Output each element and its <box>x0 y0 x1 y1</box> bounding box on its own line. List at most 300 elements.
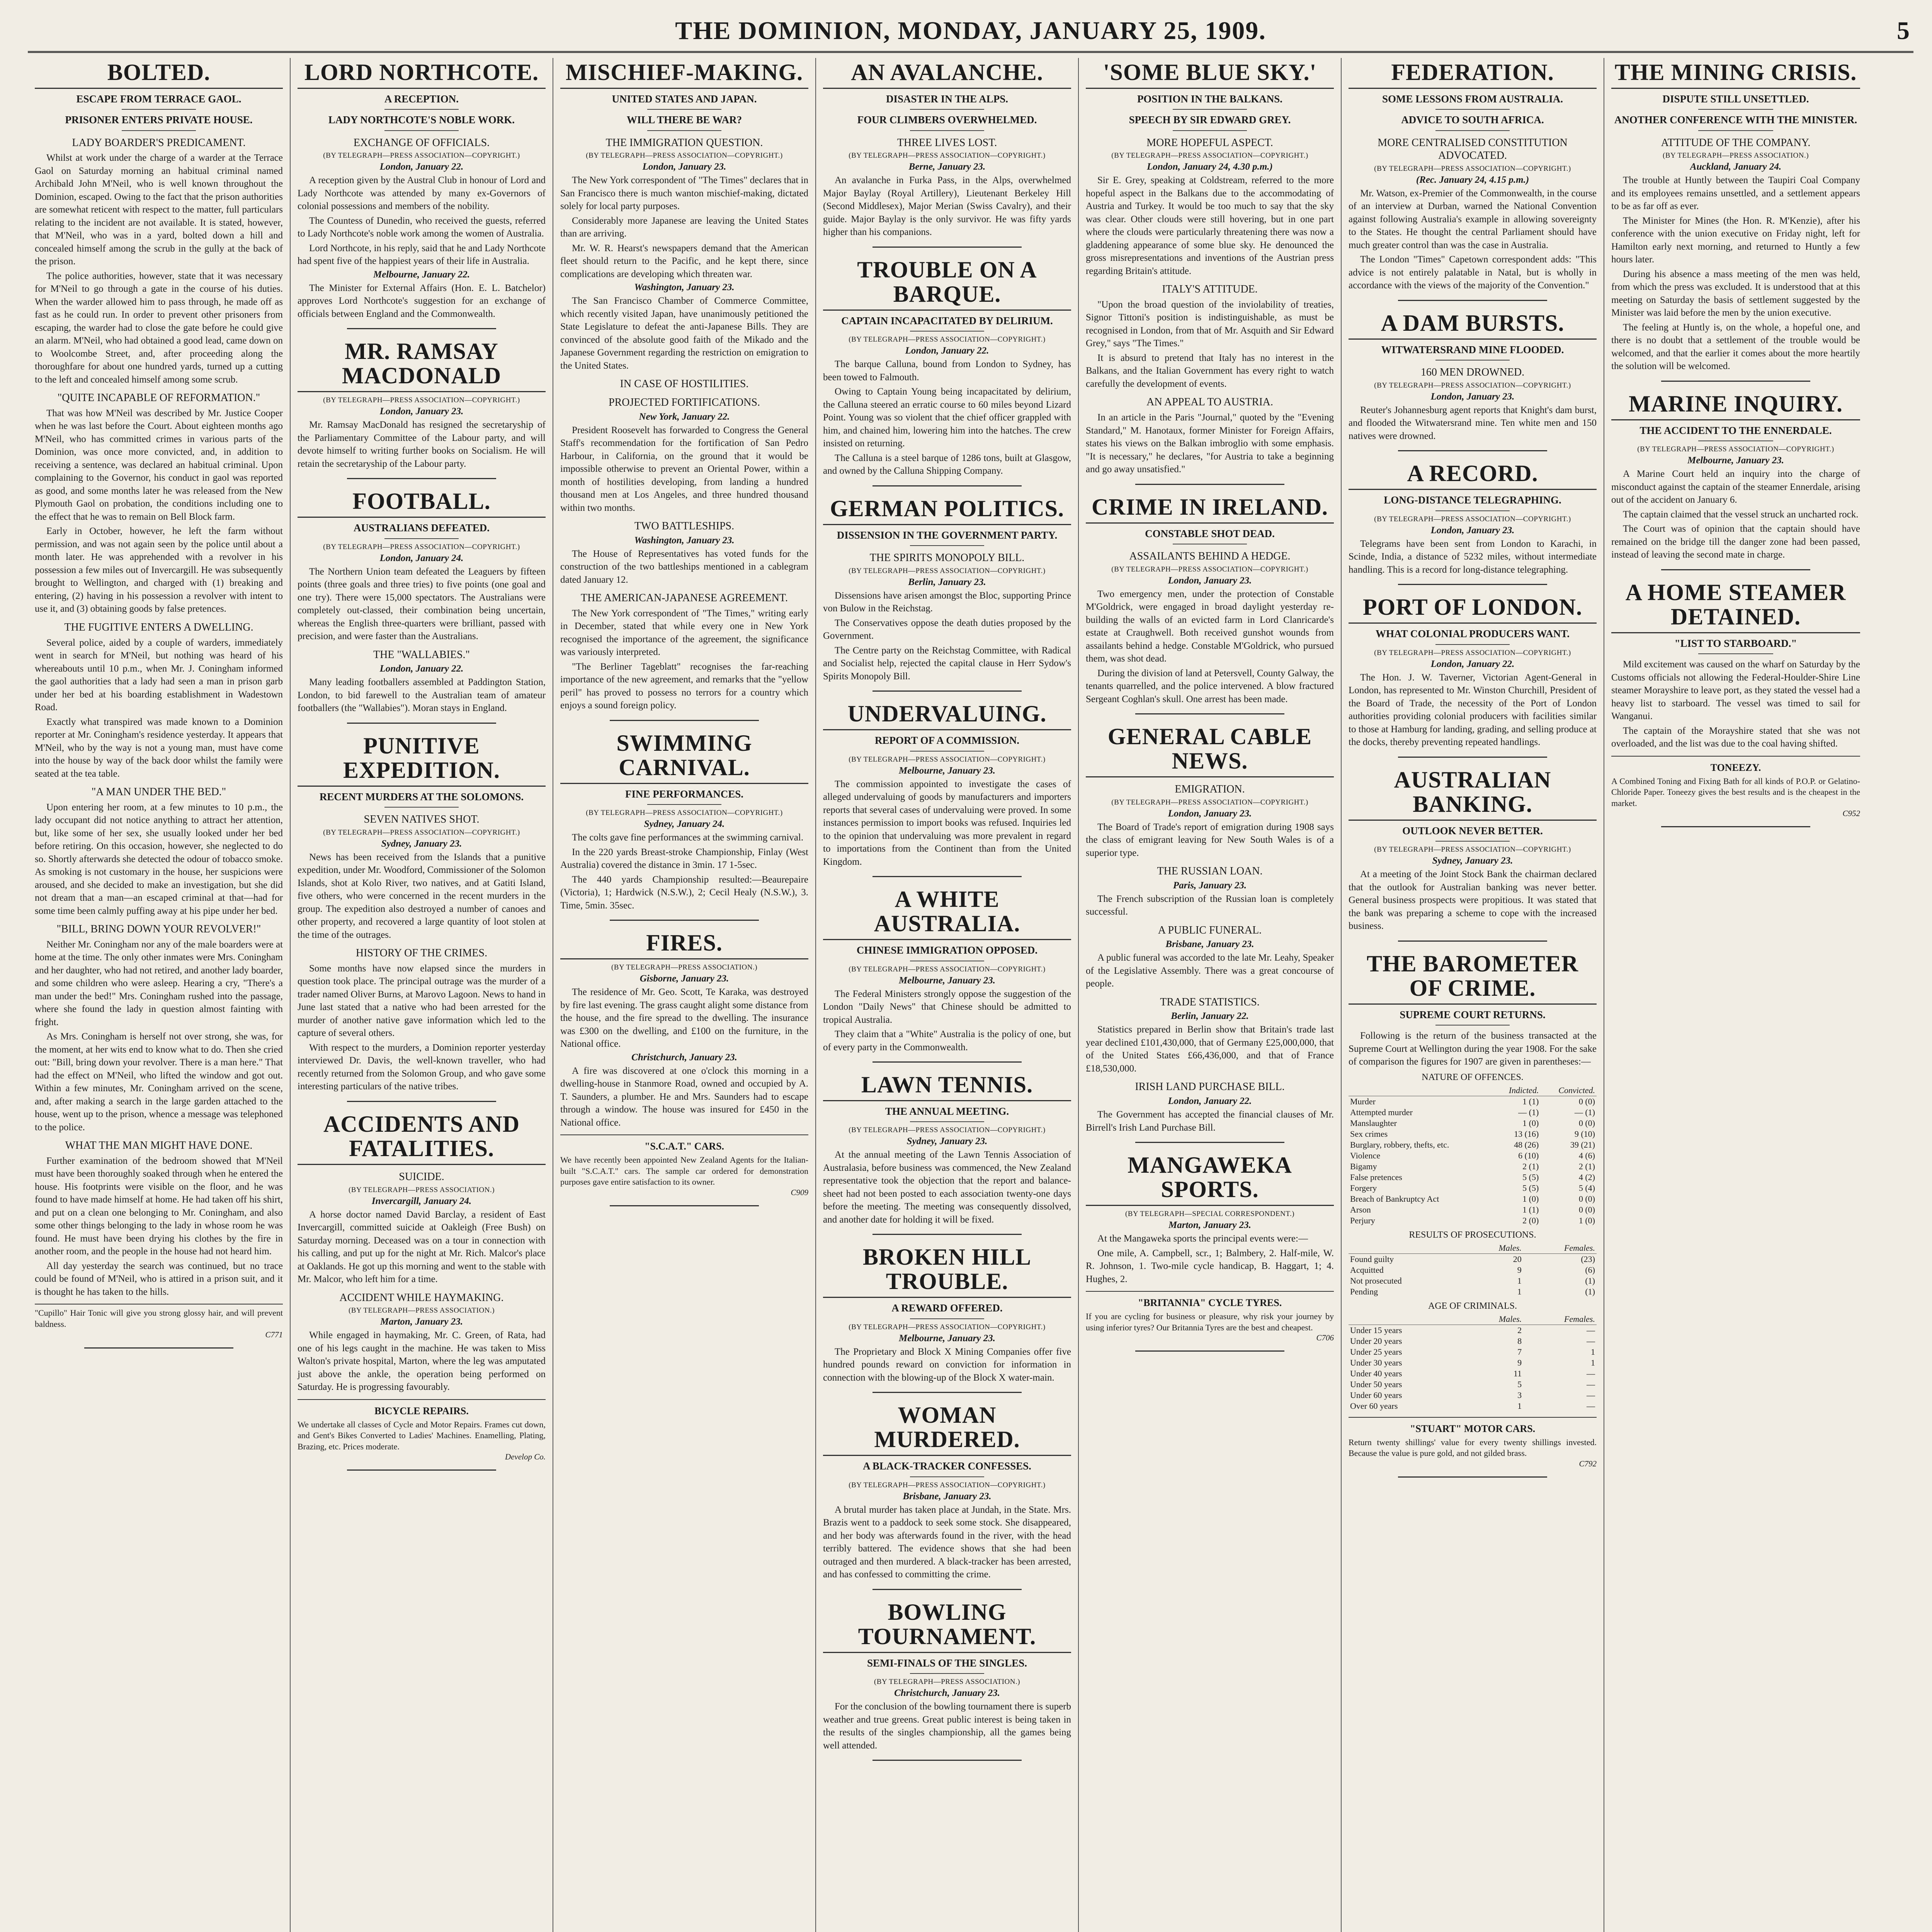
deck-line: A BLACK-TRACKER CONFESSES. <box>863 1460 1031 1472</box>
headline: BOLTED. <box>35 60 283 89</box>
table-cell: 3 <box>1517 1390 1522 1400</box>
table-cell: 20 <box>1513 1254 1522 1264</box>
body-paragraph: The Centre party on the Reichstag Committee, with Radical and Socialist help, rejected the capital clause in Herr Sydow's Spirits Monopoly Bill. <box>823 645 1071 682</box>
headline: LAWN TENNIS. <box>823 1073 1071 1101</box>
advert-text: We have recently been appointed New Zealand Agents for the Italian-built "S.C.A.T." cars. The sample car ordered for demonstration purposes gave entire satisfaction to its owner. <box>560 1155 808 1187</box>
table-cell: 11 <box>1513 1368 1522 1378</box>
dateline: Sydney, January 23. <box>1432 855 1513 866</box>
column-1 <box>28 58 291 1932</box>
wire-credit: (BY TELEGRAPH—PRESS ASSOCIATION—COPYRIGHT.) <box>323 151 520 160</box>
wire-credit: (BY TELEGRAPH—PRESS ASSOCIATION—COPYRIGHT.) <box>1111 798 1308 806</box>
table-cell: Not prosecuted <box>1350 1276 1402 1286</box>
body-paragraph: While engaged in haymaking, Mr. C. Green, of Rata, had one of his legs caught in the machine. He was taken to Miss Walton's private hospital, Marton, where the leg was amputated just above the ankle, the operation being performed on Saturday. He is progressing favourably. <box>298 1330 546 1393</box>
dateline: Washington, January 23. <box>634 282 735 293</box>
table-row <box>1349 1194 1597 1204</box>
table-cell: 1 <box>1591 1357 1595 1367</box>
dateline: Sydney, January 23. <box>381 838 462 849</box>
wire-credit: (BY TELEGRAPH—PRESS ASSOCIATION—COPYRIGHT.) <box>849 151 1046 160</box>
table-cell: (23) <box>1581 1254 1595 1264</box>
dateline: London, January 23. <box>1168 808 1252 819</box>
subheading: ACCIDENT WHILE HAYMAKING. <box>339 1291 504 1304</box>
body-paragraph: Mr. Ramsay MacDonald has resigned the secretaryship of the Parliamentary Committee of the Labour party, and will devote himself to writing further books on Socialism. He will retain the secretaryship of the Labour party. <box>298 420 546 469</box>
table-row <box>1349 1276 1597 1286</box>
body-paragraph: Neither Mr. Coningham nor any of the male boarders were at home at the time. The only other inmates were Mrs. Coningham and her daughter, who had not retired, and another lady boarder, and some children who were asleep. Hearing a cry, "There's a man under the bed!" Mrs. Coningham rushed into the passage, where she found the lady in question almost fainting with fright. <box>35 939 283 1027</box>
deck-rule <box>1698 130 1773 131</box>
article <box>823 1600 1071 1761</box>
deck-line: CHINESE IMMIGRATION OPPOSED. <box>856 944 1038 956</box>
table-cell: 0 (0) <box>1578 1096 1595 1106</box>
table-cell: 0 (0) <box>1578 1204 1595 1214</box>
body-paragraph: The colts gave fine performances at the swimming carnival. <box>572 832 804 843</box>
body-paragraph: Exactly what transpired was made known to a Dominion reporter at Mr. Coningham's residence yesterday. It appears that M'Neil, who by the way is not a young man, must have come into the house by way of the back door whilst the family were seated at the tea table. <box>35 716 283 779</box>
table-cell: 6 (10) <box>1518 1150 1539 1160</box>
body-paragraph: Considerably more Japanese are leaving the United States than are arriving. <box>560 215 808 239</box>
table-cell: 5 (4) <box>1578 1183 1595 1193</box>
column-5 <box>1079 58 1342 1932</box>
table-cell: 2 <box>1517 1325 1522 1335</box>
body-paragraph: Reuter's Johannesburg agent reports that Knight's dam burst, and flooded the Witwatersrand mine. Ten white men and 150 natives were drowned. <box>1349 405 1597 441</box>
deck-line: THE ACCIDENT TO THE ENNERDALE. <box>1639 424 1832 436</box>
body-paragraph: Upon entering her room, at a few minutes to 10 p.m., the lady occupant did not notice anything to attract her attention, but, like some of her sex, she usually looked under her bed before retiring. On this occasion, however, she neglected to do so. Shortly afterwards she detected the odour of tobacco smoke. As smoking is not customary in the house, her suspicions were aroused, and she decided to make an investigation, but she did not dream that a man—an escaped criminal at that—had for some time been calmly puffing away at his pipe under her bed. <box>35 802 283 916</box>
body-paragraph: Mr. W. R. Hearst's newspapers demand that the American fleet should return to the Pacific, and he kept there, since complications are developing which threaten war. <box>560 243 808 279</box>
wire-credit: (BY TELEGRAPH—PRESS ASSOCIATION.) <box>874 1678 1020 1686</box>
advert-text: "Cupillo" Hair Tonic will give you strong glossy hair, and will prevent baldness. <box>35 1308 283 1329</box>
article <box>1611 392 1860 570</box>
dateline: New York, January 22. <box>639 411 730 422</box>
statistics-table <box>1349 1085 1597 1226</box>
article <box>823 497 1071 692</box>
body-paragraph: They claim that a "White" Australia is the policy of one, but of every party in the Commonwealth. <box>823 1029 1071 1053</box>
subheading: A PUBLIC FUNERAL. <box>1158 924 1262 936</box>
article <box>298 489 546 723</box>
advert-title: "BRITANNIA" CYCLE TYRES. <box>1138 1297 1282 1309</box>
table-title: NATURE OF OFFENCES. <box>1422 1072 1524 1082</box>
deck-rule <box>1435 510 1510 511</box>
dateline: Brisbane, January 23. <box>1165 939 1254 950</box>
subheading: 160 MEN DROWNED. <box>1420 366 1525 379</box>
body-paragraph: The French subscription of the Russian loan is completely successful. <box>1086 893 1334 917</box>
deck-rule <box>384 109 459 110</box>
wire-credit: (BY TELEGRAPH—PRESS ASSOCIATION—COPYRIGHT.) <box>1374 648 1571 657</box>
body-paragraph: One mile, A. Campbell, scr., 1; Balmbery, 2. Half-mile, W. R. Johnson, 1. Two-mile cycle handicap, B. Haggart, 1; 4. Hughes, 2. <box>1086 1248 1334 1284</box>
deck-rule <box>122 130 196 131</box>
dateline: Christchurch, January 23. <box>894 1688 1000 1699</box>
body-paragraph: A brutal murder has taken place at Jundah, in the State. Mrs. Brazis went to a paddock to seek some stock. She disappeared, and her body was afterwards found in the river, with the head terribly battered. The evidence shows that she had been outraged and then murdered. A black-tracker has been arrested, and has confessed to committing the crime. <box>823 1504 1071 1580</box>
dateline: Marton, January 23. <box>380 1316 463 1327</box>
body-paragraph: The 440 yards Championship resulted:—Beaurepaire (Victoria), 1; Hardwick (N.S.W.), 2; Cecil Healy (N.S.W.), 3. Time, 5min. 35sec. <box>560 874 808 911</box>
wire-credit: (BY TELEGRAPH—PRESS ASSOCIATION—COPYRIGHT.) <box>1111 151 1308 160</box>
deck-rule <box>384 538 459 539</box>
body-paragraph: A fire was discovered at one o'clock this morning in a dwelling-house in Stanmore Road, owned and occupied by A. T. Saunders, a plumber. He and Mrs. Saunders had to escape through a window. The house was insured for £450 in the National office. <box>560 1065 808 1128</box>
table-cell: 1 (0) <box>1522 1118 1539 1128</box>
article <box>1349 952 1597 1478</box>
article <box>1349 595 1597 757</box>
advertisement <box>1349 1417 1597 1469</box>
deck-rule <box>1698 440 1773 441</box>
subheading: THE SPIRITS MONOPOLY BILL. <box>869 552 1025 564</box>
wire-credit: (BY TELEGRAPH—PRESS ASSOCIATION—COPYRIGHT.) <box>1374 164 1571 173</box>
body-paragraph: The Hon. J. W. Taverner, Victorian Agent-General in London, has represented to Mr. Winston Churchill, President of the Board of Trade, the necessity of the Port of London authorities providing colonial producers with facilities similar to those at Hamburg for landing, grading, and selling produce at the docks, thereby preventing repeated handlings. <box>1349 672 1597 748</box>
column-3 <box>553 58 816 1932</box>
body-paragraph: A horse doctor named David Barclay, a resident of East Invercargill, committed suicide at Oakleigh (Free Bush) on Saturday morning. Deceased was on a tour in connection with his calling, and put up for the night at Mr. Rich. Malcor's place at Oaklands. He got up this morning and went to the stable with Mr. Malcor, who left him for a time. <box>298 1209 546 1285</box>
table-row <box>1349 1325 1597 1336</box>
advert-code: Develop Co. <box>505 1452 546 1462</box>
body-paragraph: Two emergency men, under the protection of Constable M'Goldrick, were engaged in broad daylight yesterday re-building the walls of an evicted farm in Lord Clanricarde's estate at Craughwell. Both received gunshot wounds from assailants behind a hedge. Constable M'Goldrick, who pursued them, was shot dead. <box>1086 588 1334 664</box>
dateline: Auckland, January 24. <box>1690 162 1782 172</box>
dateline: London, January 23. <box>1430 525 1515 536</box>
body-paragraph: For the conclusion of the bowling tournament there is superb weather and true greens. Great public interest is being taken in the results of the singles championship, all the games being well attended. <box>823 1701 1071 1751</box>
subheading: MORE HOPEFUL ASPECT. <box>1146 136 1273 149</box>
dateline: Melbourne, January 23. <box>1687 455 1784 466</box>
masthead-title: THE DOMINION, MONDAY, JANUARY 25, 1909. <box>675 17 1266 45</box>
subheading: LADY BOARDER'S PREDICAMENT. <box>72 136 246 149</box>
deck-rule <box>910 1673 985 1674</box>
dateline: Gisborne, January 23. <box>639 973 729 984</box>
body-paragraph: Statistics prepared in Berlin show that Britain's trade last year declined £101,430,000, that of Germany £25,000,000, that of the United States £66,436,000, and that of France £18,530,000. <box>1086 1024 1334 1074</box>
article <box>823 258 1071 486</box>
body-paragraph: It is absurd to pretend that Italy has no interest in the Balkans, and the Italian Government has every right to watch carefully the development of events. <box>1086 352 1334 389</box>
article <box>823 1245 1071 1393</box>
deck-line: PRISONER ENTERS PRIVATE HOUSE. <box>65 114 253 126</box>
deck-line: POSITION IN THE BALKANS. <box>1137 93 1283 105</box>
body-paragraph: The Proprietary and Block X Mining Companies offer five hundred pounds reward on conviction for information in connection with the blowing-up of the Block X water-main. <box>823 1346 1071 1383</box>
table-cell: 1 <box>1517 1286 1522 1296</box>
subheading: "A MAN UNDER THE BED." <box>91 786 226 798</box>
table-cell: — <box>1587 1379 1595 1389</box>
table-header <box>1349 1085 1493 1096</box>
deck-rule <box>910 1476 985 1477</box>
headline: TROUBLE ON A BARQUE. <box>823 258 1071 311</box>
table-cell: 4 (6) <box>1578 1150 1595 1160</box>
table-row <box>1349 1118 1597 1129</box>
body-paragraph: Some months have now elapsed since the murders in question took place. The principal outrage was the murder of a trader named Oliver Burns, at Marovo Lagoon. News to hand in June last stated that a native who had been arrested for the murder of another native gave information which led to the capture of several others. <box>298 963 546 1039</box>
headline: GENERAL CABLE NEWS. <box>1086 724 1334 777</box>
table-cell: — <box>1587 1325 1595 1335</box>
article <box>1611 580 1860 828</box>
table-cell: Burglary, robbery, thefts, etc. <box>1350 1139 1449 1150</box>
table-cell: 1 (0) <box>1522 1194 1539 1204</box>
dateline: London, January 23. <box>1430 391 1515 402</box>
masthead <box>28 14 1913 53</box>
deck-rule <box>1435 109 1510 110</box>
subheading: THE "WALLABIES." <box>373 648 470 661</box>
body-paragraph: That was how M'Neil was described by Mr. Justice Cooper when he was last before the Court. About eighteen months ago M'Neil, who has committed crimes in various parts of the Dominion, was once more convicted, and, in addition to receiving a sentence, was declared an habitual criminal. Upon complaining to the Governor, his conduct in gaol was reported as good, and some months later he was released from the New Plymouth Gaol on probation, the conditions including one to the effect that he was to remain on Bell Block farm. <box>35 408 283 522</box>
subheading: THE FUGITIVE ENTERS A DWELLING. <box>64 621 253 633</box>
advert-code: C909 <box>791 1187 808 1197</box>
headline: 'SOME BLUE SKY.' <box>1086 60 1334 89</box>
wire-credit: (BY TELEGRAPH—PRESS ASSOCIATION.) <box>348 1306 495 1315</box>
table-row <box>1349 1368 1597 1379</box>
body-paragraph: A public funeral was accorded to the late Mr. Leahy, Speaker of the Legislative Assembly. There was a great concourse of people. <box>1086 952 1334 989</box>
body-paragraph: Owing to Captain Young being incapacitated by delirium, the Calluna steered an erratic course to 60 miles beyond Lizard Point. Young was so violent that the chief officer grappled with him, and chained him, lowering him into the hatches. The crew insisted on returning. <box>823 386 1071 449</box>
body-paragraph: The residence of Mr. Geo. Scott, Te Karaka, was destroyed by fire last evening. The grass caught alight some distance from the house, and the fire spread to the dwelling. The insurance was £300 on the dwelling, and £100 on the furniture, in the National office. <box>560 987 808 1049</box>
table-cell: 1 (1) <box>1522 1204 1539 1214</box>
body-paragraph: The commission appointed to investigate the cases of alleged undervaluing of goods by manufacturers and importers reports that several cases of undervaluing were proved. In some instances permission to import books was refused. Inquiries led to the opinion that undervaluing was more prevalent in regard to importations from the Continent than from the United Kingdom. <box>823 779 1071 867</box>
headline: PORT OF LONDON. <box>1349 595 1597 624</box>
body-paragraph: All day yesterday the search was continued, but no trace could be found of M'Neil, who is attired in a prison suit, and it is thought he has taken to the hills. <box>35 1260 283 1297</box>
advertisement <box>1611 756 1860 819</box>
table-header: Females. <box>1523 1243 1597 1254</box>
table-cell: Perjury <box>1350 1215 1375 1225</box>
body-paragraph: During the division of land at Petersvell, County Galway, the tenants quarrelled, and the police intervened. A blow fractured Sergeant Coghlan's skull. One arrest has been made. <box>1086 668 1334 704</box>
body-paragraph: In the 220 yards Breast-stroke Championship, Finlay (West Australia) covered the distance in 3min. 17 1-5sec. <box>560 847 808 871</box>
deck-line: FINE PERFORMANCES. <box>625 788 743 800</box>
headline: A RECORD. <box>1349 461 1597 490</box>
table-cell: 7 <box>1517 1347 1522 1357</box>
dateline: Sydney, January 24. <box>644 819 725 830</box>
dateline: Sydney, January 23. <box>906 1136 988 1147</box>
body-paragraph: As Mrs. Coningham is herself not over strong, she was, for the moment, at her wits end to know what to do. Then she cried out: "Bill, bring down your revolver. There is a man here." That had the effect on M'Neil, who lifted the window and got out. Within a few minutes, Mr. Coningham arrived on the scene, and, after making a search in the large garden attached to the house, went up to the prison, whence a message was telephoned to the police. <box>35 1031 283 1133</box>
body-paragraph: A reception given by the Austral Club in honour of Lord and Lady Northcote was attended by many ex-Governors of colonial possessions and members of the nobility. <box>298 175 546 212</box>
dateline: London, January 23. <box>1168 575 1252 586</box>
deck-line: UNITED STATES AND JAPAN. <box>612 93 757 105</box>
headline: A WHITE AUSTRALIA. <box>823 887 1071 940</box>
deck-rule <box>122 109 196 110</box>
body-paragraph: Following is the return of the business transacted at the Supreme Court at Wellington during the year 1908. For the sake of comparison the figures for 1907 are given in parentheses:— <box>1349 1031 1597 1067</box>
headline: THE MINING CRISIS. <box>1611 60 1860 89</box>
table-cell: 1 <box>1517 1276 1522 1286</box>
body-paragraph: During his absence a mass meeting of the men was held, from which the press was excluded. It is understood that at this meeting on Saturday the basis of settlement suggested by the Minister was laid before the men by the union executive. <box>1611 269 1860 318</box>
headline: FEDERATION. <box>1349 60 1597 89</box>
advert-text: A Combined Toning and Fixing Bath for all kinds of P.O.P. or Gelatino-Chloride Paper. Toneezy gives the best results and is the cheapest in the market. <box>1611 776 1860 808</box>
column-2 <box>291 58 553 1932</box>
advert-text: Return twenty shillings' value for every twenty shillings invested. Because the value is pure gold, and not gilded brass. <box>1349 1437 1597 1458</box>
table-header <box>1349 1314 1467 1325</box>
statistics-table <box>1349 1243 1597 1297</box>
columns-area <box>28 58 1913 1932</box>
subheading: ASSAILANTS BEHIND A HEDGE. <box>1129 550 1291 562</box>
body-paragraph: The San Francisco Chamber of Commerce Committee, which recently visited Japan, have unanimously petitioned the State Legislature to defeat the anti-Japanese Bills. They are convinced of the absolute good faith of the Mikado and the Japanese Government regarding the restriction on emigration to the United States. <box>560 296 808 371</box>
headline: A HOME STEAMER DETAINED. <box>1611 580 1860 633</box>
deck-line: CONSTABLE SHOT DEAD. <box>1145 527 1275 539</box>
table-row <box>1349 1253 1597 1265</box>
body-paragraph: The feeling at Huntly is, on the whole, a hopeful one, and there is no doubt that a settlement of the trouble would be welcomed, and that the earlier it comes about the more heartily the solution will be welcomed. <box>1611 322 1860 372</box>
table-row <box>1349 1215 1597 1226</box>
wire-credit: (BY TELEGRAPH—PRESS ASSOCIATION—COPYRIGHT.) <box>1374 381 1571 389</box>
body-paragraph: The Minister for Mines (the Hon. R. M'Kenzie), after his conference with the union executive on Friday night, left for Hamilton early next morning, and returned to Huntly a few hours later. <box>1611 215 1860 265</box>
advert-title: TONEEZY. <box>1710 762 1761 773</box>
table-row <box>1349 1379 1597 1390</box>
subheading: TWO BATTLESHIPS. <box>634 520 735 532</box>
article <box>1086 60 1334 485</box>
advertisement <box>35 1304 283 1339</box>
table-title: AGE OF CRIMINALS. <box>1428 1301 1517 1311</box>
wire-credit: (BY TELEGRAPH—PRESS ASSOCIATION—COPYRIGHT.) <box>849 1323 1046 1331</box>
subheading: HISTORY OF THE CRIMES. <box>355 947 488 959</box>
subheading: WHAT THE MAN MIGHT HAVE DONE. <box>65 1139 253 1152</box>
table-cell: 1 (0) <box>1578 1215 1595 1225</box>
table-row <box>1349 1129 1597 1139</box>
body-paragraph: The Countess of Dunedin, who received the guests, referred to Lady Northcote's noble work among the women of Australia. <box>298 215 546 239</box>
body-paragraph: Mr. Watson, ex-Premier of the Commonwealth, in the course of an interview at Durban, warned the National Convention against following Australia's example in allowing sovereignty to the States. He thought the central Parliament should have much greater control than was the case in Australia. <box>1349 188 1597 250</box>
body-paragraph: The police authorities, however, state that it was necessary for M'Neil to go through a gate in the course of his duties. When the warder allowed him to pass through, he made off as fast as he could run. In order to prevent other prisoners from escaping, the warder had to close the gate before he could give an alarm. M'Neil, who had obtained a good lead, came down on to Woolcombe Street, and, after proceeding along the thoroughfare for about one hundred yards, turned up a cutting to the left and concealed himself among some scrub. <box>35 270 283 385</box>
subheading: TRADE STATISTICS. <box>1160 996 1260 1008</box>
table-cell: Violence <box>1350 1150 1381 1160</box>
headline: CRIME IN IRELAND. <box>1086 495 1334 524</box>
dateline: Melbourne, January 23. <box>898 765 996 776</box>
wire-credit: (BY TELEGRAPH—PRESS ASSOCIATION.) <box>611 963 758 972</box>
headline: UNDERVALUING. <box>823 702 1071 730</box>
dateline: London, January 24. <box>379 553 464 563</box>
subheading: AN APPEAL TO AUSTRIA. <box>1146 396 1273 408</box>
deck-rule <box>1435 841 1510 842</box>
subheading: PROJECTED FORTIFICATIONS. <box>609 396 760 408</box>
table-cell: Attempted murder <box>1350 1107 1413 1117</box>
table-cell: Under 20 years <box>1350 1336 1402 1346</box>
table-row <box>1349 1172 1597 1183</box>
body-paragraph: At a meeting of the Joint Stock Bank the chairman declared that the outlook for Australian banking was never better. General business prospects were propitious. It was stated that the bank was preparing a scheme to cope with the increased business. <box>1349 869 1597 932</box>
wire-credit: (BY TELEGRAPH—PRESS ASSOCIATION—COPYRIGHT.) <box>849 1481 1046 1489</box>
table-cell: 48 (26) <box>1514 1139 1539 1150</box>
headline: BOWLING TOURNAMENT. <box>823 1600 1071 1653</box>
advert-title: BICYCLE REPAIRS. <box>374 1405 469 1417</box>
article <box>823 702 1071 877</box>
dateline: London, January 22. <box>1430 658 1515 669</box>
wire-credit: (BY TELEGRAPH—PRESS ASSOCIATION—COPYRIGHT.) <box>1374 515 1571 523</box>
advert-code: C952 <box>1842 809 1860 818</box>
table-header: Convicted. <box>1540 1085 1597 1096</box>
deck-rule <box>910 1121 985 1122</box>
table-row <box>1349 1286 1597 1297</box>
deck-rule <box>1435 360 1510 361</box>
table-cell: 39 (21) <box>1570 1139 1595 1150</box>
dateline: Invercargill, January 24. <box>371 1196 472 1206</box>
deck-line: DISSENSION IN THE GOVERNMENT PARTY. <box>837 529 1058 541</box>
advert-code: C706 <box>1316 1333 1334 1343</box>
deck-rule <box>384 807 459 808</box>
table-cell: Acquitted <box>1350 1265 1384 1275</box>
table-cell: Under 50 years <box>1350 1379 1402 1389</box>
body-paragraph: The Minister for External Affairs (Hon. E. L. Batchelor) approves Lord Northcote's suggestion for an exchange of officials between England and the Commonwealth. <box>298 282 546 319</box>
deck-line: ESCAPE FROM TERRACE GAOL. <box>76 93 242 105</box>
table-row <box>1349 1265 1597 1276</box>
table-cell: 2 (1) <box>1522 1161 1539 1171</box>
table-cell: 5 (5) <box>1522 1172 1539 1182</box>
dateline: Melbourne, January 23. <box>898 1333 996 1344</box>
wire-credit: (BY TELEGRAPH—PRESS ASSOCIATION—COPYRIGHT.) <box>586 809 783 817</box>
dateline: (Rec. January 24, 4.15 p.m.) <box>1416 174 1529 185</box>
wire-credit: (BY TELEGRAPH—PRESS ASSOCIATION.) <box>1662 151 1809 160</box>
deck-rule <box>1173 130 1247 131</box>
body-paragraph: The New York correspondent of "The Times" declares that in San Francisco there is much wanton mischief-making, dictated solely for local party purposes. <box>560 175 808 212</box>
dateline: London, January 24, 4.30 p.m.) <box>1147 162 1273 172</box>
body-paragraph: The Calluna is a steel barque of 1286 tons, built at Glasgow, and owned by the Calluna Shipping Company. <box>823 452 1071 476</box>
headline: GERMAN POLITICS. <box>823 497 1071 525</box>
deck-rule <box>1698 653 1773 654</box>
table-cell: (1) <box>1585 1286 1595 1296</box>
article <box>1611 60 1860 382</box>
page-number: 5 <box>1897 17 1910 45</box>
wire-credit: (BY TELEGRAPH—PRESS ASSOCIATION—COPYRIGHT.) <box>1111 565 1308 573</box>
dateline: London, January 23. <box>379 406 464 417</box>
wire-credit: (BY TELEGRAPH—PRESS ASSOCIATION—COPYRIGHT.) <box>849 965 1046 973</box>
deck-line: SUPREME COURT RETURNS. <box>1400 1009 1546 1020</box>
body-paragraph: News has been received from the Islands that a punitive expedition, under Mr. Woodford, Commissioner of the Solomon Islands, shot at Kolo River, two natives, and at Gatiti Island, five others, who were concerned in the recent murders in the group. The expedition also destroyed a number of canoes and other property, and recovered a large quantity of loot stolen at the time of the outrages. <box>298 852 546 940</box>
table-cell: — <box>1587 1336 1595 1346</box>
deck-line: SEMI-FINALS OF THE SINGLES. <box>867 1657 1027 1669</box>
subheading: THE RUSSIAN LOAN. <box>1157 865 1263 878</box>
advertisement <box>1086 1291 1334 1343</box>
table-cell: Over 60 years <box>1350 1401 1398 1411</box>
body-paragraph: Telegrams have been sent from London to Karachi, in Scinde, India, a distance of 5232 miles, without intermediate handling. This is a record for long-distance telegraphing. <box>1349 538 1597 575</box>
headline: AUSTRALIAN BANKING. <box>1349 768 1597 821</box>
article <box>298 1112 546 1471</box>
headline: WOMAN MURDERED. <box>823 1403 1071 1456</box>
body-paragraph: At the annual meeting of the Lawn Tennis Association of Australasia, before business was commenced, the New Zealand representative took the objection that the report and balance-sheet had not been posted to each association twenty-one days before the meeting. The meeting was consequently dissolved, and another date for holding it will be fixed. <box>823 1150 1071 1225</box>
table-cell: 2 (0) <box>1522 1215 1539 1225</box>
subheading: "BILL, BRING DOWN YOUR REVOLVER!" <box>56 923 261 935</box>
table-cell: 9 <box>1517 1265 1522 1275</box>
table-cell: Bigamy <box>1350 1161 1377 1171</box>
article <box>823 60 1071 248</box>
subheading: ATTITUDE OF THE COMPANY. <box>1661 136 1811 149</box>
subheading: EXCHANGE OF OFFICIALS. <box>353 136 490 149</box>
article <box>823 1073 1071 1235</box>
advert-code: C771 <box>265 1330 283 1339</box>
dateline: Paris, January 23. <box>1173 880 1247 891</box>
subheading: ITALY'S ATTITUDE. <box>1162 283 1258 296</box>
table-row <box>1349 1139 1597 1150</box>
table-row <box>1349 1096 1597 1107</box>
deck-line: RECENT MURDERS AT THE SOLOMONS. <box>319 791 524 803</box>
body-paragraph: Many leading footballers assembled at Paddington Station, London, to bid farewell to the Australian team of amateur footballers (the "Wallabies"). Moran stays in England. <box>298 677 546 714</box>
article <box>298 339 546 479</box>
advert-text: We undertake all classes of Cycle and Motor Repairs. Frames cut down, and Gent's Bikes Converted to Ladies' Machines. Enamelling, Plating, Brazing, etc. Prices moderate. <box>298 1419 546 1451</box>
table-cell: Forgery <box>1350 1183 1377 1193</box>
body-paragraph: The Conservatives oppose the death duties proposed by the Government. <box>823 617 1071 641</box>
deck-rule <box>1173 109 1247 110</box>
table-cell: Under 25 years <box>1350 1347 1402 1357</box>
table-cell: False pretences <box>1350 1172 1402 1182</box>
article <box>1086 1153 1334 1352</box>
headline: MISCHIEF-MAKING. <box>560 60 808 89</box>
body-paragraph: The Government has accepted the financial clauses of Mr. Birrell's Irish Land Purchase Bill. <box>1086 1109 1334 1133</box>
deck-line: "LIST TO STARBOARD." <box>1674 637 1797 649</box>
table-row <box>1349 1161 1597 1172</box>
table-row <box>1349 1401 1597 1412</box>
subheading: SEVEN NATIVES SHOT. <box>364 813 480 826</box>
subheading: THE AMERICAN-JAPANESE AGREEMENT. <box>581 592 788 604</box>
table-cell: Sex crimes <box>1350 1129 1388 1139</box>
table-cell: Breach of Bankruptcy Act <box>1350 1194 1439 1204</box>
wire-credit: (BY TELEGRAPH—PRESS ASSOCIATION—COPYRIGHT.) <box>1637 445 1834 454</box>
body-paragraph: An avalanche in Furka Pass, in the Alps, overwhelmed Major Baylay (Royal Artillery), Lieutenant Berkeley Hill (Second Middlesex), Major Merian (Swiss Cavalry), and their guide. Major Baylay is the only survivor. He was fifty yards higher than his companions. <box>823 175 1071 238</box>
deck-line: DISPUTE STILL UNSETTLED. <box>1662 93 1809 105</box>
table-cell: 9 <box>1517 1357 1522 1367</box>
dateline: London, January 22. <box>1168 1096 1252 1107</box>
article <box>823 1403 1071 1590</box>
body-paragraph: The New York correspondent of "The Times," writing early in December, stated that while every one in New York recognised the importance of the agreement, the significance was variously interpreted. <box>560 608 808 658</box>
table-row <box>1349 1204 1597 1215</box>
body-paragraph: Early in October, however, he left the farm without permission, and was not again seen by the police until about a month later. He was apprehended with a revolver in his possession a few miles out of Invercargill. He was subsequently brought to Wellington, and charged with (1) breaking and entering, (2) having in his possession a revolver with intent to use it, and (3) obtaining goods by false pretences. <box>35 526 283 614</box>
table-cell: (1) <box>1585 1276 1595 1286</box>
body-paragraph: The House of Representatives has voted funds for the construction of the two battleships mentioned in a cablegram dated January 12. <box>560 548 808 585</box>
table-cell: 13 (16) <box>1514 1129 1539 1139</box>
table-header: Males. <box>1467 1314 1523 1325</box>
article <box>1086 724 1334 1143</box>
deck-line: A REWARD OFFERED. <box>891 1302 1003 1314</box>
dateline: Marton, January 23. <box>1168 1220 1251 1231</box>
body-paragraph: The barque Calluna, bound from London to Sydney, has been towed to Falmouth. <box>823 359 1071 383</box>
dateline: London, January 22. <box>379 663 464 674</box>
body-paragraph: The captain of the Morayshire stated that she was not overloaded, and the list was due to the coal having shifted. <box>1611 725 1860 749</box>
headline: LORD NORTHCOTE. <box>298 60 546 89</box>
wire-credit: (BY TELEGRAPH—SPECIAL CORRESPONDENT.) <box>1125 1210 1295 1218</box>
headline: PUNITIVE EXPEDITION. <box>298 734 546 787</box>
deck-line: A RECEPTION. <box>384 93 459 105</box>
deck-rule <box>384 130 459 131</box>
deck-line: LADY NORTHCOTE'S NOBLE WORK. <box>328 114 515 126</box>
